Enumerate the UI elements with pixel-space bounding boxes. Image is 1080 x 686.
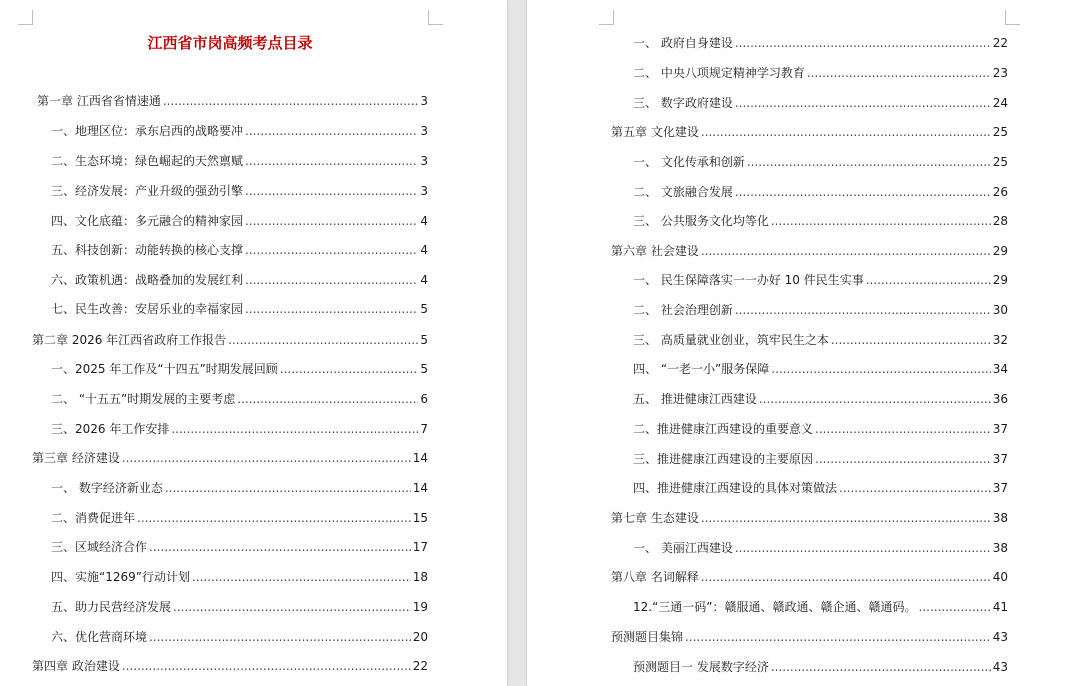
toc-entry[interactable] [51, 152, 428, 170]
toc-leader-dots [815, 450, 991, 468]
toc-entry-page: 20 [412, 630, 428, 644]
toc-leader-dots [137, 509, 411, 527]
toc-entry-text: 12.“三通一码”：赣服通、赣政通、赣企通、赣通码。 [633, 600, 917, 614]
toc-leader-dots [735, 34, 991, 52]
toc-entry-page: 26 [992, 185, 1008, 199]
toc-entry-text: 预测题目集锦 [611, 630, 684, 644]
toc-entry[interactable] [633, 598, 1008, 616]
toc-entry-page: 29 [992, 244, 1008, 258]
toc-entry[interactable] [633, 539, 1008, 557]
toc-entry-page: 4 [420, 273, 428, 287]
toc-entry-page: 24 [992, 96, 1008, 110]
toc-leader-dots [701, 568, 991, 586]
toc-leader-dots [839, 479, 991, 497]
toc-leader-dots [735, 94, 991, 112]
toc-entry-text: 三、区域经济合作 [51, 540, 148, 554]
toc-entry[interactable] [51, 628, 428, 646]
toc-entry[interactable] [51, 420, 428, 438]
toc-entry[interactable] [633, 420, 1008, 438]
toc-leader-dots [245, 122, 418, 140]
toc-entry-text: 一、 政府自身建设 [633, 36, 733, 50]
toc-entry-text: 三、 高质量就业创业，筑牢民生之本 [633, 333, 829, 347]
toc-entry-text: 一、 民生保障落实一一办好 10 件民生实事 [633, 273, 864, 287]
toc-entry-page: 37 [992, 422, 1008, 436]
page-corner-mark [18, 10, 33, 25]
toc-leader-dots [280, 360, 419, 378]
toc-entry[interactable] [633, 479, 1008, 497]
toc-entry-page: 17 [412, 540, 428, 554]
toc-entry[interactable] [633, 271, 1008, 289]
toc-entry[interactable] [633, 390, 1008, 408]
toc-entry-text: 二、消费促进年 [51, 511, 136, 525]
toc-entry-page: 37 [992, 452, 1008, 466]
toc-entry-page: 7 [420, 422, 428, 436]
toc-entry-text: 三、经济发展：产业升级的强劲引擎 [51, 184, 244, 198]
toc-leader-dots [919, 598, 991, 616]
toc-entry-page: 41 [992, 600, 1008, 614]
toc-entry-page: 36 [992, 392, 1008, 406]
toc-entry-page: 22 [412, 659, 428, 673]
toc-entry[interactable] [633, 450, 1008, 468]
toc-entry[interactable] [611, 123, 1008, 141]
toc-entry[interactable] [633, 64, 1008, 82]
toc-entry-text: 第一章 江西省省情速通 [37, 94, 161, 108]
toc-entry-page: 23 [992, 66, 1008, 80]
toc-entry-page: 4 [420, 243, 428, 257]
toc-leader-dots [165, 479, 411, 497]
toc-entry-text: 六、政策机遇：战略叠加的发展红利 [51, 273, 244, 287]
toc-entry-text: 三、 数字政府建设 [633, 96, 733, 110]
toc-entry-page: 40 [992, 570, 1008, 584]
toc-entry-page: 29 [992, 273, 1008, 287]
toc-leader-dots [701, 123, 991, 141]
toc-entry-text: 第五章 文化建设 [611, 125, 699, 139]
toc-entry-page: 19 [412, 600, 428, 614]
toc-leader-dots [149, 538, 411, 556]
toc-entry[interactable] [51, 182, 428, 200]
toc-entry-text: 第二章 2026 年江西省政府工作报告 [32, 333, 227, 347]
document-page-left [0, 0, 507, 686]
toc-leader-dots [759, 390, 991, 408]
toc-entry-page: 34 [992, 362, 1008, 376]
toc-entry-page: 30 [992, 303, 1008, 317]
toc-leader-dots [228, 331, 418, 349]
toc-leader-dots [237, 390, 418, 408]
toc-entry[interactable] [611, 242, 1008, 260]
toc-entry-page: 5 [420, 302, 428, 316]
page-corner-mark [599, 10, 614, 25]
toc-entry-page: 43 [992, 630, 1008, 644]
toc-leader-dots [245, 152, 418, 170]
toc-entry-text: 二、 “十五五”时期发展的主要考虑 [51, 392, 236, 406]
toc-leader-dots [735, 301, 991, 319]
toc-entry[interactable] [32, 449, 428, 467]
toc-entry-text: 一、 文化传承和创新 [633, 155, 745, 169]
toc-entry-page: 32 [992, 333, 1008, 347]
toc-entry-text: 四、实施“1269”行动计划 [51, 570, 190, 584]
toc-leader-dots [163, 92, 419, 110]
toc-leader-dots [245, 241, 418, 259]
toc-entry-text: 一、 美丽江西建设 [633, 541, 733, 555]
toc-entry-text: 二、 社会治理创新 [633, 303, 733, 317]
toc-entry-text: 三、 公共服务文化均等化 [633, 214, 769, 228]
toc-entry-page: 3 [420, 94, 428, 108]
toc-entry-page: 22 [992, 36, 1008, 50]
toc-entry[interactable] [611, 568, 1008, 586]
toc-entry-text: 第三章 经济建设 [32, 451, 120, 465]
toc-leader-dots [735, 183, 991, 201]
toc-leader-dots [122, 657, 411, 675]
toc-leader-dots [771, 212, 991, 230]
toc-entry-page: 5 [420, 362, 428, 376]
toc-entry[interactable] [633, 658, 1008, 676]
toc-entry-page: 37 [992, 481, 1008, 495]
toc-entry-text: 六、优化营商环境 [51, 630, 148, 644]
toc-entry-page: 3 [420, 124, 428, 138]
toc-entry-page: 28 [992, 214, 1008, 228]
toc-entry[interactable] [51, 479, 428, 497]
toc-entry[interactable] [633, 34, 1008, 52]
toc-entry[interactable] [633, 153, 1008, 171]
toc-entry-text: 四、 “一老一小”服务保障 [633, 362, 770, 376]
toc-entry-page: 38 [992, 511, 1008, 525]
toc-entry-text: 二、 中央八项规定精神学习教育 [633, 66, 805, 80]
toc-leader-dots [701, 242, 991, 260]
toc-leader-dots [815, 420, 991, 438]
toc-entry-text: 五、 推进健康江西建设 [633, 392, 757, 406]
toc-leader-dots [149, 628, 411, 646]
toc-entry-page: 3 [420, 184, 428, 198]
toc-title: 江西省市岗高频考点目录 [147, 34, 313, 52]
toc-entry-text: 三、2026 年工作安排 [51, 422, 170, 436]
toc-entry[interactable] [51, 122, 428, 140]
toc-entry-text: 二、 文旅融合发展 [633, 185, 733, 199]
toc-entry[interactable] [633, 301, 1008, 319]
toc-leader-dots [171, 420, 418, 438]
toc-entry-text: 七、民生改善：安居乐业的幸福家园 [51, 302, 244, 316]
toc-leader-dots [747, 153, 991, 171]
toc-entry-text: 一、2025 年工作及“十四五”时期发展回顾 [51, 362, 278, 376]
toc-entry-page: 43 [992, 660, 1008, 674]
toc-entry[interactable] [32, 657, 428, 675]
toc-entry[interactable] [51, 538, 428, 556]
toc-entry-page: 38 [992, 541, 1008, 555]
toc-entry-text: 四、文化底蕴：多元融合的精神家园 [51, 214, 244, 228]
toc-leader-dots [701, 509, 991, 527]
toc-entry[interactable] [611, 509, 1008, 527]
toc-entry[interactable] [633, 212, 1008, 230]
document-page-right [527, 0, 1080, 686]
toc-entry[interactable] [633, 331, 1008, 349]
toc-entry[interactable] [51, 300, 428, 318]
toc-entry-text: 一、 数字经济新业态 [51, 481, 163, 495]
toc-entry[interactable] [633, 94, 1008, 112]
toc-entry-text: 第六章 社会建设 [611, 244, 699, 258]
toc-leader-dots [866, 271, 991, 289]
toc-entry-page: 15 [412, 511, 428, 525]
toc-entry-text: 四、推进健康江西建设的具体对策做法 [633, 481, 838, 495]
toc-entry-page: 18 [412, 570, 428, 584]
toc-entry-text: 第七章 生态建设 [611, 511, 699, 525]
toc-leader-dots [245, 212, 418, 230]
toc-entry-text: 三、推进健康江西建设的主要原因 [633, 452, 814, 466]
toc-entry-text: 五、助力民营经济发展 [51, 600, 172, 614]
toc-entry-text: 预测题目一 发展数字经济 [633, 660, 769, 674]
toc-leader-dots [245, 300, 418, 318]
toc-entry-page: 14 [412, 481, 428, 495]
toc-leader-dots [192, 568, 411, 586]
toc-entry[interactable] [51, 212, 428, 230]
toc-leader-dots [735, 539, 991, 557]
toc-entry-text: 一、地理区位：承东启西的战略要冲 [51, 124, 244, 138]
toc-entry-text: 第四章 政治建设 [32, 659, 120, 673]
toc-entry[interactable] [51, 509, 428, 527]
toc-entry-text: 第八章 名词解释 [611, 570, 699, 584]
toc-entry[interactable] [51, 271, 428, 289]
toc-leader-dots [771, 658, 991, 676]
toc-entry[interactable] [51, 598, 428, 616]
toc-entry-page: 25 [992, 125, 1008, 139]
toc-entry-page: 6 [420, 392, 428, 406]
toc-leader-dots [685, 628, 991, 646]
toc-leader-dots [771, 360, 990, 378]
toc-leader-dots [807, 64, 991, 82]
toc-entry-page: 14 [412, 451, 428, 465]
toc-leader-dots [245, 271, 418, 289]
toc-entry[interactable] [37, 92, 428, 110]
toc-entry[interactable] [51, 360, 428, 378]
toc-entry[interactable] [51, 390, 428, 408]
toc-entry-text: 二、推进健康江西建设的重要意义 [633, 422, 814, 436]
toc-entry[interactable] [611, 628, 1008, 646]
toc-entry-text: 五、科技创新：动能转换的核心支撑 [51, 243, 244, 257]
toc-leader-dots [831, 331, 991, 349]
toc-entry-page: 5 [420, 333, 428, 347]
toc-entry-page: 4 [420, 214, 428, 228]
toc-entry-page: 3 [420, 154, 428, 168]
page-corner-mark [1005, 10, 1020, 25]
toc-leader-dots [173, 598, 411, 616]
toc-entry-page: 25 [992, 155, 1008, 169]
toc-entry-text: 二、生态环境：绿色崛起的天然禀赋 [51, 154, 244, 168]
toc-entry[interactable] [51, 241, 428, 259]
toc-entry[interactable] [32, 331, 428, 349]
toc-entry[interactable] [51, 568, 428, 586]
page-corner-mark [428, 10, 443, 25]
toc-leader-dots [122, 449, 411, 467]
toc-entry[interactable] [633, 360, 1008, 378]
toc-entry[interactable] [633, 183, 1008, 201]
toc-leader-dots [245, 182, 418, 200]
